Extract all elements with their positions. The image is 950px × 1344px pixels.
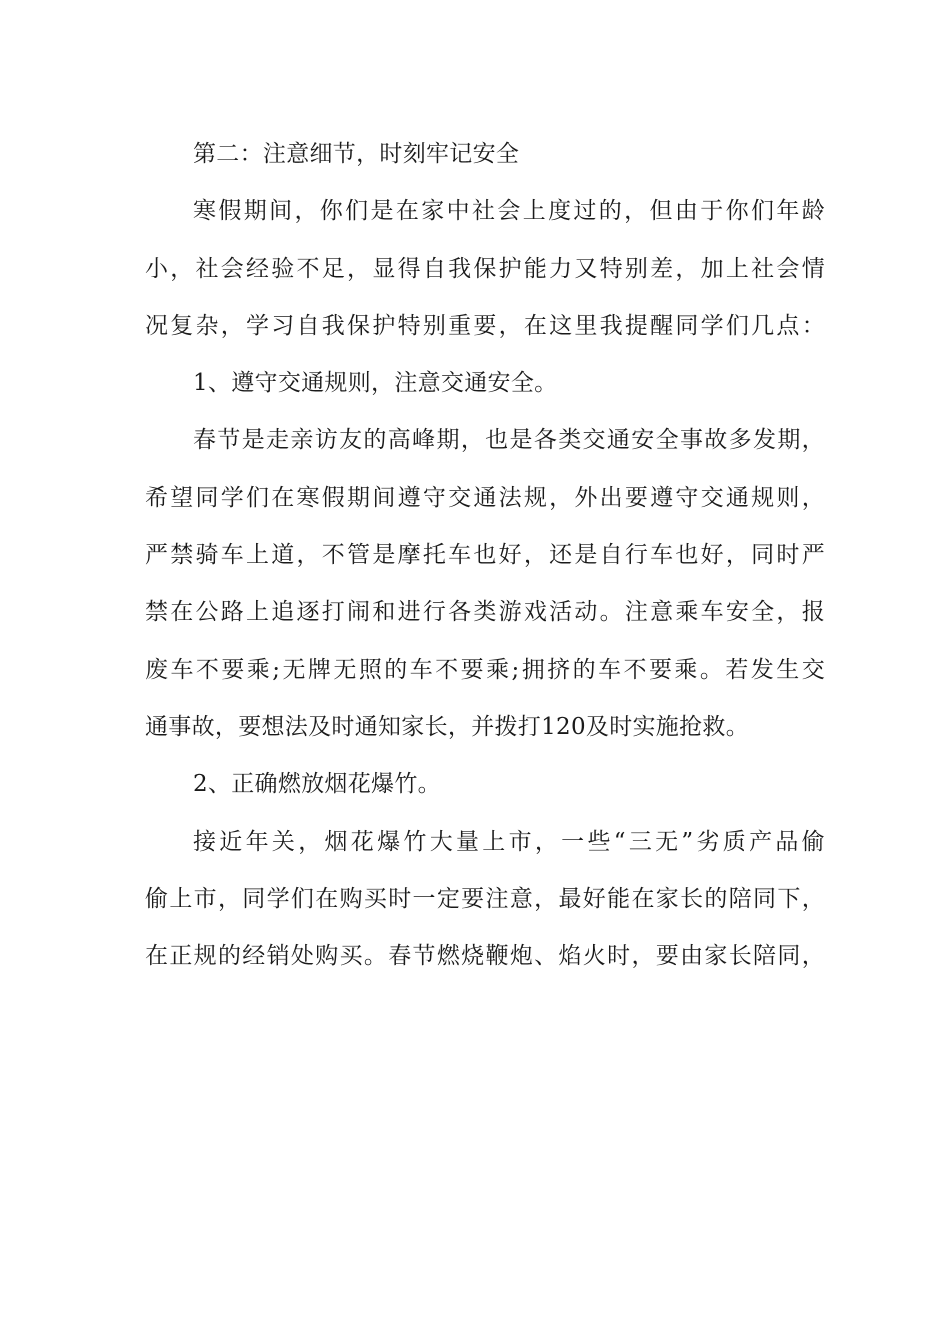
list-item-heading: 2、正确燃放烟花爆竹。 — [193, 771, 441, 798]
list-item-heading: 1、遵守交通规则，注意交通安全。 — [193, 370, 558, 397]
paragraph-line: 在正规的经销处购买。春节燃烧鞭炮、焰火时，要由家长陪同， — [145, 943, 825, 970]
paragraph-line: 通事故，要想法及时通知家长，并拨打120及时实施抢救。 — [145, 713, 749, 740]
paragraph-line: 希望同学们在寒假期间遵守交通法规，外出要遵守交通规则， — [145, 484, 825, 511]
paragraph-line: 况复杂，学习自我保护特别重要，在这里我提醒同学们几点： — [145, 312, 825, 339]
document-body — [145, 126, 825, 985]
paragraph-line: 严禁骑车上道，不管是摩托车也好，还是自行车也好，同时严 — [145, 542, 825, 569]
paragraph-line: 春节是走亲访友的高峰期，也是各类交通安全事故多发期， — [193, 427, 825, 454]
section-heading: 第二：注意细节，时刻牢记安全 — [193, 141, 520, 167]
paragraph-line: 偷上市，同学们在购买时一定要注意，最好能在家长的陪同下， — [145, 885, 825, 912]
paragraph-line: 接近年关，烟花爆竹大量上市，一些“三无”劣质产品偷 — [193, 828, 825, 855]
paragraph-line: 寒假期间，你们是在家中社会上度过的，但由于你们年龄 — [193, 198, 825, 225]
paragraph-line: 禁在公路上追逐打闹和进行各类游戏活动。注意乘车安全，报 — [145, 599, 825, 626]
paragraph-line: 废车不要乘;无牌无照的车不要乘;拥挤的车不要乘。若发生交 — [145, 656, 825, 683]
paragraph-line: 小，社会经验不足，显得自我保护能力又特别差，加上社会情 — [145, 255, 825, 282]
